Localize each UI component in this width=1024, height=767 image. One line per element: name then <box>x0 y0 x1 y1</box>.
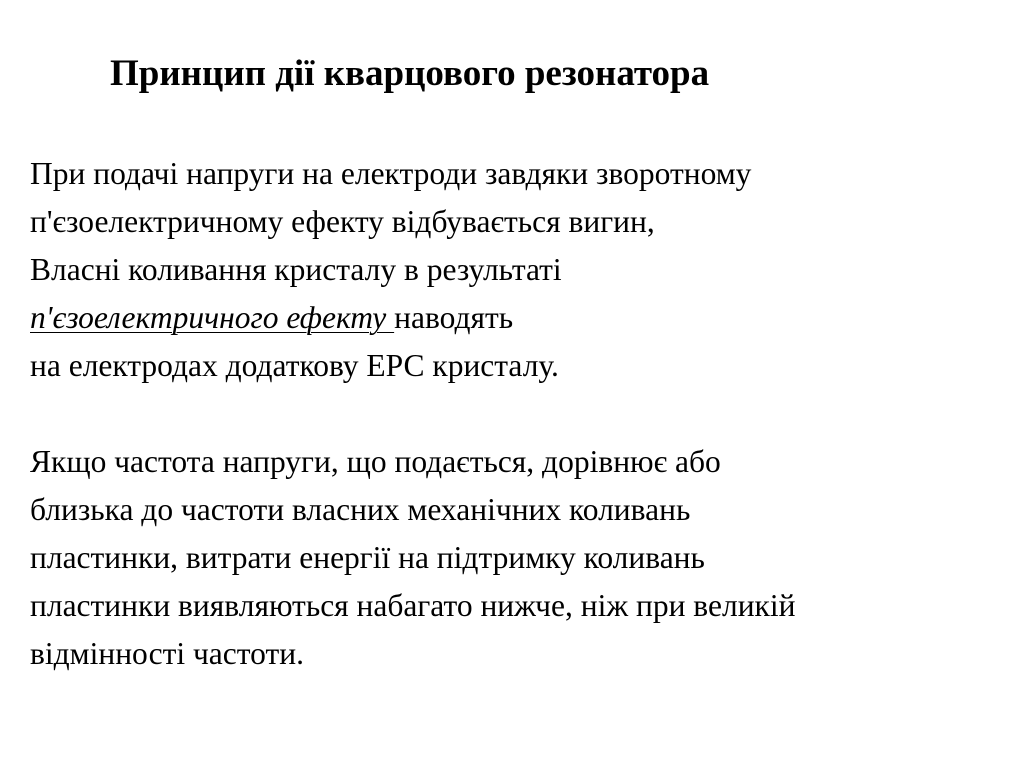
paragraph-1 <box>30 150 1015 390</box>
slide-title: Принцип дії кварцового резонатора <box>110 53 710 94</box>
paragraph-2-line-3: пластинки, витрати енергії на підтримку коливань <box>30 540 705 575</box>
paragraph-1-line-5: на електродах додаткову ЕРС кристалу. <box>30 348 559 383</box>
paragraph-1-line-2: п'єзоелектричному ефекту відбувається вигин, <box>30 204 655 239</box>
piezoelectric-effect-link[interactable]: п'єзоелектричного ефекту <box>30 300 395 335</box>
paragraph-2 <box>30 438 1015 678</box>
paragraph-2-line-5: відмінності частоти. <box>30 636 304 671</box>
paragraph-2-line-4: пластинки виявляються набагато нижче, ніж при великій <box>30 588 796 623</box>
paragraph-1-line-1: При подачі напруги на електроди завдяки зворотному <box>30 156 752 191</box>
paragraph-2-line-1: Якщо частота напруги, що подається, дорівнює або <box>30 444 721 479</box>
paragraph-2-line-2: близька до частоти власних механічних коливань <box>30 492 691 527</box>
paragraph-1-line-3: Власні коливання кристалу в результаті <box>30 252 562 287</box>
paragraph-1-line-4 <box>30 294 1015 342</box>
slide-body <box>30 150 1015 678</box>
paragraph-1-line-4-rest: наводять <box>394 300 514 335</box>
paragraph-spacer <box>30 390 1015 438</box>
